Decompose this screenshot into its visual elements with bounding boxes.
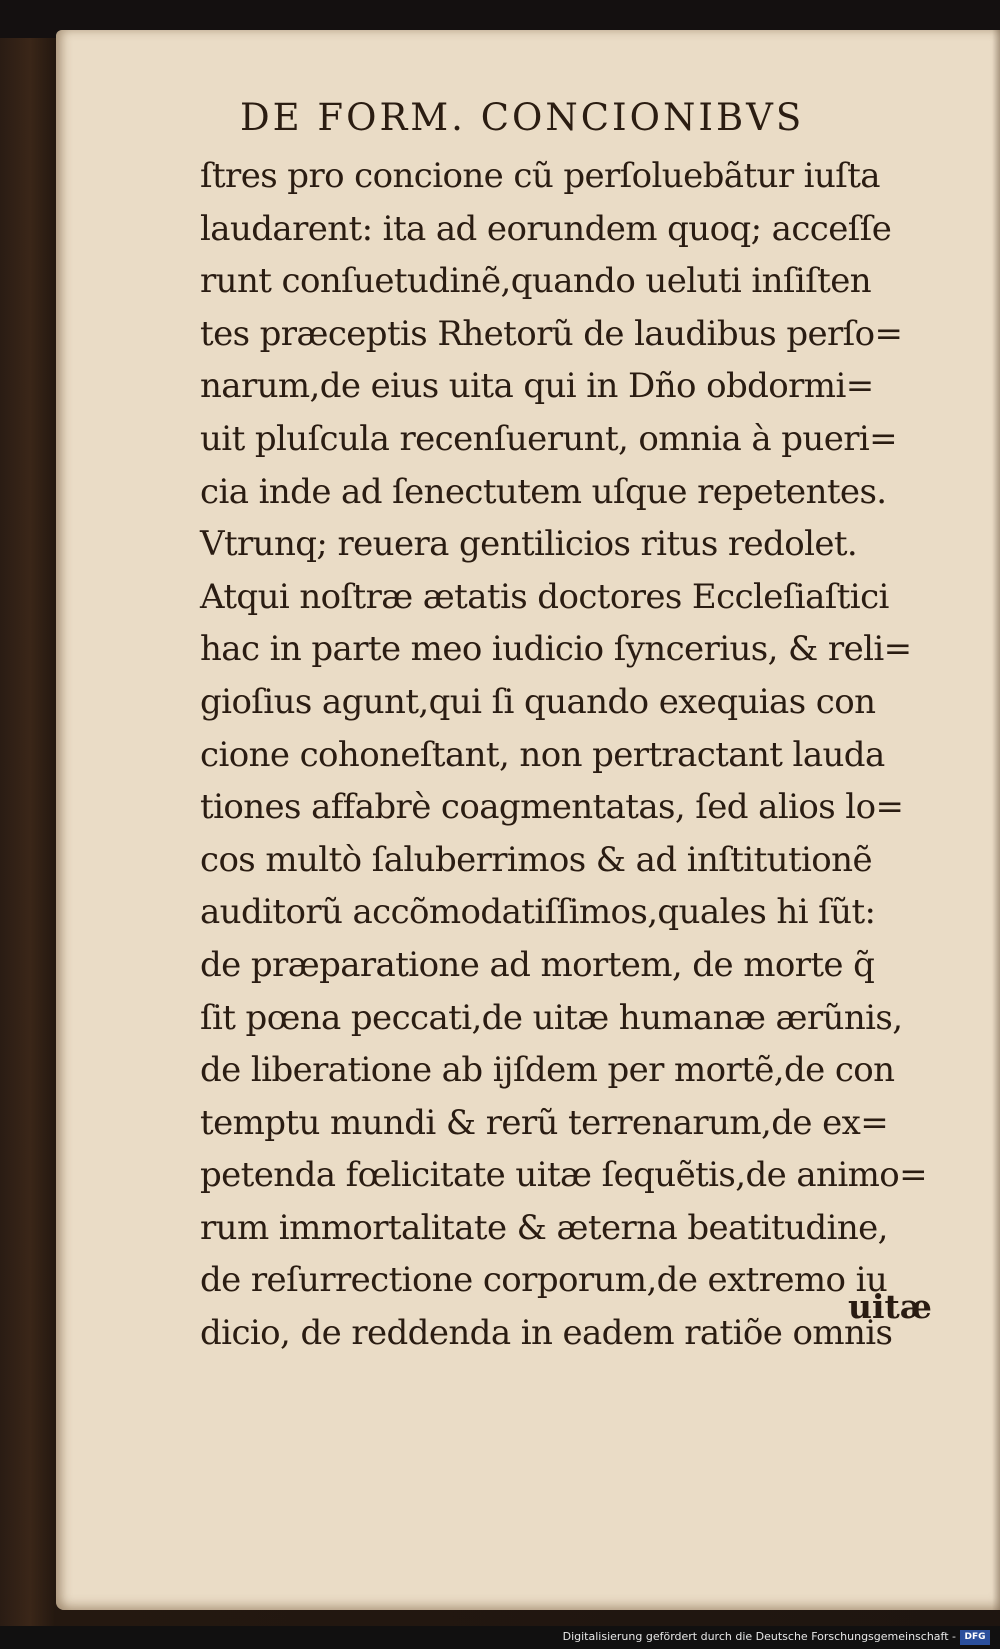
text-line: temptu mundi & rerũ terrenarum,de ex= — [200, 1102, 889, 1143]
digitization-footer — [0, 1626, 1000, 1649]
text-line: cia inde ad ſenectutem uſque repetentes. — [200, 471, 887, 512]
text-line: runt conſuetudinẽ,quando ueluti inſiſten — [200, 261, 872, 302]
text-line: narum,de eius uita qui in Dño obdormi= — [200, 366, 874, 407]
text-line: ſit pœna peccati,de uitæ humanæ ærũnis, — [200, 997, 903, 1038]
text-line: petenda fœlicitate uitæ ſequẽtis,de animo= — [200, 1155, 928, 1196]
text-line: auditorũ accõmodatiſſimos,quales hi ſũt: — [200, 892, 876, 933]
running-head: DE FORM. CONCIONIBVS — [240, 96, 805, 139]
text-line: laudarent: ita ad eorundem quoq; acceſſe — [200, 208, 892, 249]
text-line: de liberatione ab ijſdem per mortẽ,de con — [200, 1050, 895, 1091]
text-line: cione cohoneſtant, non pertractant lauda — [200, 734, 885, 775]
text-line: de præparatione ad mortem, de morte q̃ — [200, 944, 875, 985]
text-line: dicio, de reddenda in eadem ratiõe omnis — [200, 1313, 893, 1354]
catchword: uitæ — [848, 1287, 932, 1326]
text-line: tiones affabrè coagmentatas, ſed alios lo= — [200, 787, 904, 828]
text-line: cos multò ſaluberrimos & ad inſtitutionẽ — [200, 839, 872, 880]
dfg-logo: DFG — [960, 1630, 990, 1645]
text-line: de reſurrectione corporum,de extremo iu — [200, 1260, 888, 1301]
text-line: Atqui noſtræ ætatis doctores Eccleſiaſtici — [200, 576, 889, 617]
text-line: hac in parte meo iudicio ſyncerius, & reli= — [200, 629, 912, 670]
text-line: uit pluſcula recenſuerunt, omnia à pueri= — [200, 418, 898, 459]
text-line: rum immortalitate & æterna beatitudine, — [200, 1207, 888, 1248]
text-line: tes præceptis Rhetorũ de laudibus perſo= — [200, 313, 903, 354]
text-line: Vtrunq; reuera gentilicios ritus redolet. — [200, 524, 858, 565]
text-line: gioſius agunt,qui ſi quando exequias con — [200, 681, 876, 722]
text-line: ſtres pro concione cũ perſoluebãtur iuſta — [200, 156, 880, 196]
body-text — [200, 150, 940, 1360]
page-edge — [992, 30, 1000, 1610]
footer-credit: Digitalisierung gefördert durch die Deutsche Forschungsgemeinschaft - — [562, 1630, 956, 1643]
